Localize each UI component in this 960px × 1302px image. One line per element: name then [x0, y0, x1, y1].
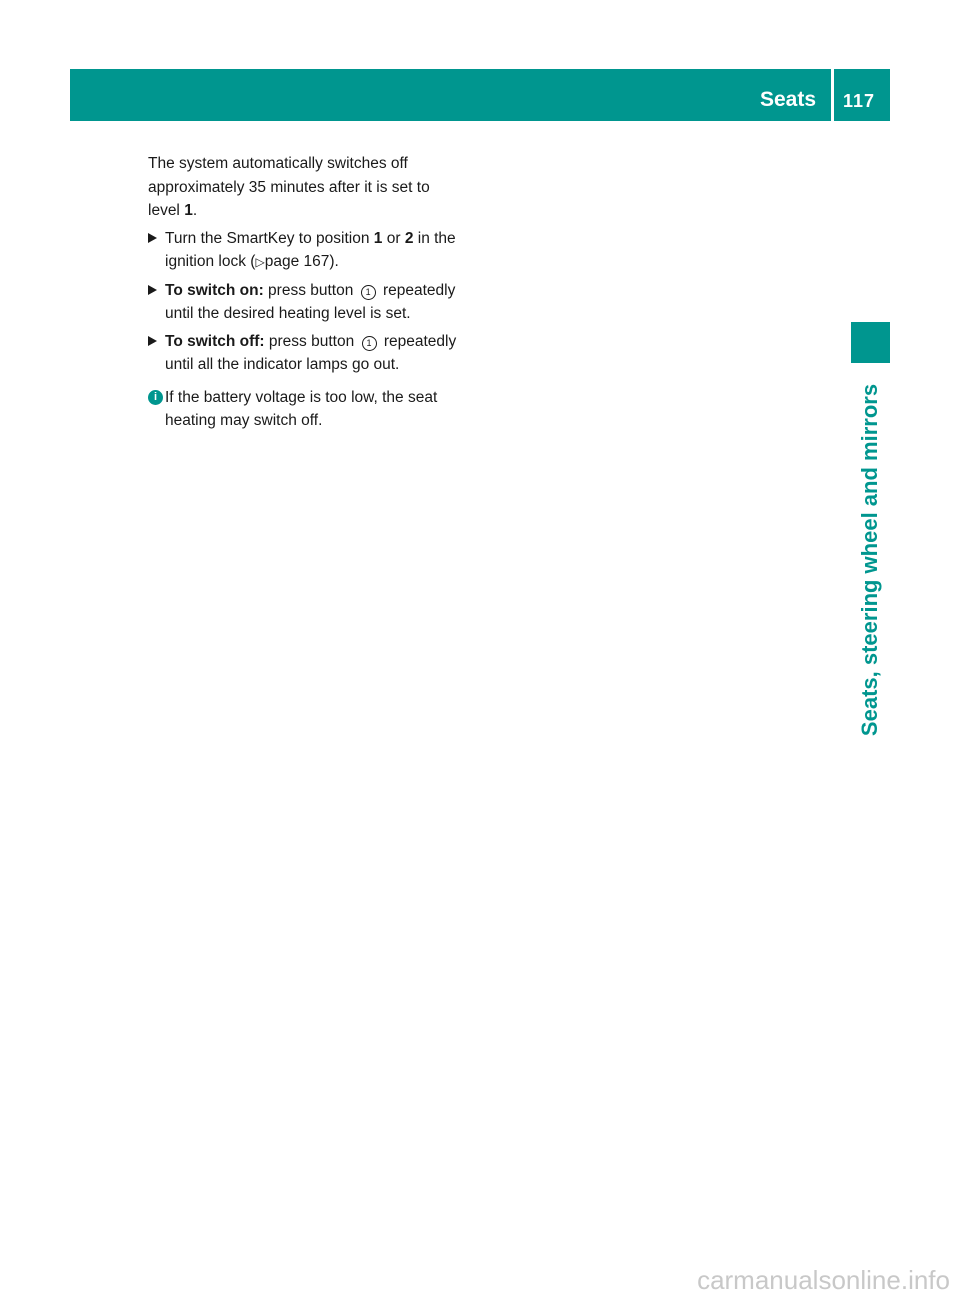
position-1: 1	[373, 229, 383, 247]
switch-off-repeatedly: repeatedly	[379, 332, 457, 350]
step-switch-on	[148, 279, 488, 326]
side-tab-marker	[851, 322, 890, 363]
page-number: 117	[843, 91, 876, 111]
intro-line-3-end: .	[192, 202, 198, 219]
button-1-icon: 1	[362, 336, 377, 351]
info-line-2: heating may switch off.	[165, 412, 323, 429]
intro-line-3: level	[148, 202, 185, 219]
intro-line-2: approximately 35 minutes after it is set to	[148, 178, 430, 196]
header-divider	[831, 69, 834, 121]
intro-paragraph	[148, 152, 488, 223]
watermark: carmanualsonline.info	[697, 1265, 950, 1295]
position-2: 2	[404, 229, 414, 247]
step-arrow-icon	[148, 285, 157, 295]
switch-on-line-2: until the desired heating level is set.	[165, 305, 411, 322]
button-1-icon: 1	[361, 285, 376, 300]
step1-ignition: ignition lock (	[165, 253, 256, 270]
intro-level: 1	[184, 202, 193, 219]
switch-on-label: To switch on:	[165, 281, 264, 299]
step-turn-smartkey	[148, 227, 488, 275]
switch-on-repeatedly: repeatedly	[378, 281, 456, 299]
intro-line-1: The system automatically switches off	[148, 155, 408, 172]
body-content	[148, 152, 488, 433]
step-arrow-icon	[148, 336, 157, 346]
section-side-label: Seats, steering wheel and mirrors	[857, 383, 882, 737]
info-line-1: If the battery voltage is too low, the seat	[165, 388, 438, 406]
page-title: Seats	[760, 88, 817, 111]
info-note	[148, 386, 488, 433]
page-reference-link[interactable]: page 167).	[264, 253, 339, 270]
switch-on-text: press button	[263, 281, 358, 299]
step1-in-the: in the	[413, 229, 456, 247]
switch-off-label: To switch off:	[165, 332, 265, 350]
switch-off-line-2: until all the indicator lamps go out.	[165, 356, 400, 373]
page-reference-icon: ▷	[255, 255, 265, 269]
step-arrow-icon	[148, 233, 157, 243]
info-icon: i	[148, 390, 163, 405]
step1-or: or	[382, 229, 405, 247]
step-switch-off	[148, 330, 488, 377]
switch-off-text: press button	[264, 332, 359, 350]
step1-text: Turn the SmartKey to position	[165, 229, 374, 247]
